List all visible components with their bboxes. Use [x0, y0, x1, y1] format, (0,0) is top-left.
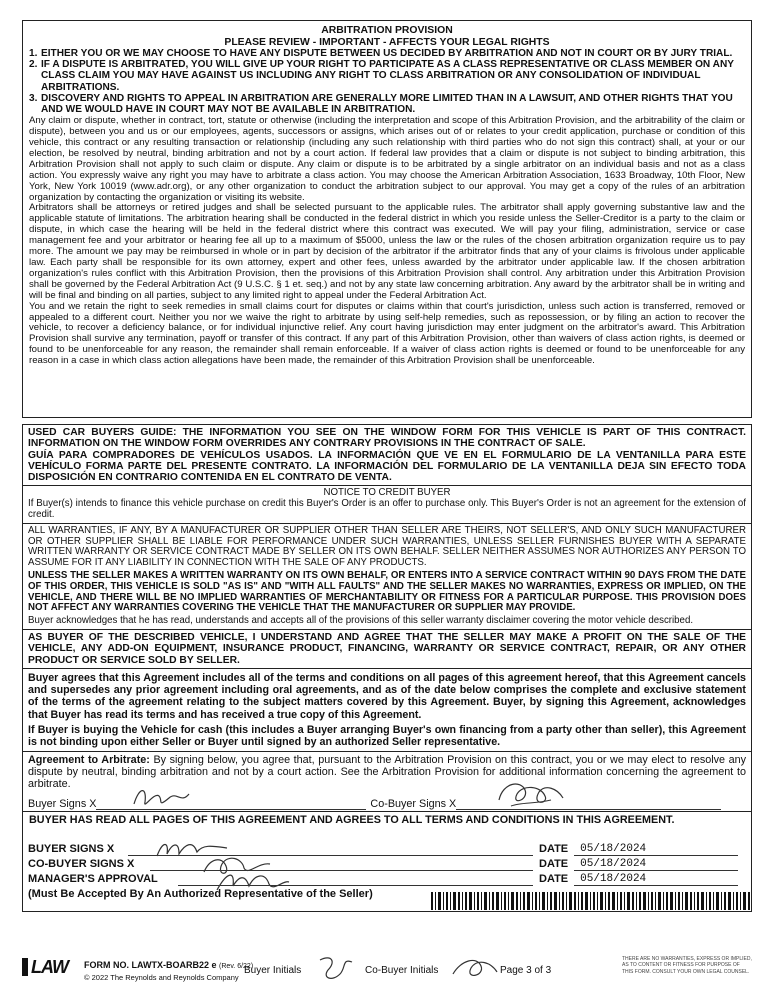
- contract-page: [22, 20, 752, 912]
- form-disclaimer: THERE ARE NO WARRANTIES, EXPRESS OR IMPLIED, AS TO CONTENT OR FITNESS FOR PURPOSE OF THIS FORM. CONSULT YOUR OWN LEGAL COUNSEL.: [622, 956, 752, 975]
- warranty-paragraph: ALL WARRANTIES, IF ANY, BY A MANUFACTURER OR SUPPLIER OTHER THAN SELLER ARE THEIRS, NOT SELLER'S, AND ONLY SUCH MANUFACTURER OR OTHER SUPPLIER SHALL BE LIABLE FOR PERFORMANCE UNDER SUCH WARRANTIES, UNLESS SELLER FURNISHES BUYER WITH A SEPARATE WRITTEN WARRANTY OR SERVICE CONTRACT MADE BY SELLER ON ITS OWN BEHALF. SELLER NEITHER ASSUMES NOR AUTHORIZES ANY PERSON TO ASSUME FOR IT ANY LIABILITY IN CONNECTION WITH THE SALE OF ANY PRODUCTS.: [28, 524, 746, 569]
- cobuyer-date-field[interactable]: 05/18/2024: [574, 857, 738, 871]
- warranty-acknowledgement: Buyer acknowledges that he has read, understands and accepts all of the provisions of this seller warranty disclaimer covering the motor vehicle described.: [28, 615, 694, 627]
- form-number-suffix: e: [211, 960, 217, 970]
- buyers-guide-notice: [22, 424, 752, 486]
- cobuyer-initials-scribble: [447, 952, 502, 986]
- cobuyer-signs-label: Co-Buyer Signs X: [370, 798, 457, 811]
- must-be-accepted-note: (Must Be Accepted By An Authorized Representative of the Seller): [28, 888, 373, 901]
- final-cobuyer-signs-label: CO-BUYER SIGNS X: [28, 858, 135, 871]
- cobuyer-signature-scribble: [491, 776, 571, 812]
- law-logo: LAW: [22, 958, 68, 976]
- arbitration-item: 3. DISCOVERY AND RIGHTS TO APPEAL IN ARBITRATION ARE GENERALLY MORE LIMITED THAN IN A LAWSUIT, AND OTHER RIGHTS THAT YOU AND WE WOULD HAVE IN COURT MAY NOT BE AVAILABLE IN ARBITRATION.: [29, 92, 733, 116]
- buyer-initials-scribble: [312, 952, 362, 986]
- manager-signature-scribble: [213, 866, 293, 896]
- barcode: [431, 892, 751, 910]
- agreement-paragraph: Buyer agrees that this Agreement includes all of the terms and conditions on all pages of this agreement hereof, that this Agreement cancels and supersedes any prior agreement including oral agreements, and as of the date below comprises the complete and exclusive statement of the terms of the agreement relating to the subject matters covered by this Agreement. Buyer, by signing this Agreement, acknowledges that Buyer has read its terms and has received a true copy of this Agreement.: [28, 671, 746, 721]
- agree-arbitrate-label: Agreement to Arbitrate:: [28, 754, 150, 767]
- date-label: DATE: [539, 843, 569, 856]
- arbitration-title: ARBITRATION PROVISION: [321, 25, 453, 36]
- cobuyer-initials-label: Co-Buyer Initials: [365, 965, 439, 976]
- agree-arbitrate-text: By signing below, you agree that, pursuant to the Arbitration Provision on this contract, you or we may elect to resolve any dispute by neutral, binding arbitration and not by a court action. See the Arbitration Provision for additional information concerning the agreement to arbitrate.: [28, 754, 747, 791]
- manager-date-field[interactable]: 05/18/2024: [574, 872, 738, 886]
- buyers-guide-english: USED CAR BUYERS GUIDE: THE INFORMATION YOU SEE ON THE WINDOW FORM FOR THIS VEHICLE IS PART OF THIS CONTRACT. INFORMATION ON THE WINDOW FORM OVERRIDES ANY CONTRARY PROVISIONS IN THE CONTRACT OF SALE.: [28, 427, 746, 450]
- buyer-initials-label: Buyer Initials: [244, 965, 302, 976]
- arbitration-paragraph: Any claim or dispute, whether in contract, tort, statute or otherwise (including the interpretation and scope of this Arbitration Provision, and the arbitrability of the claim or dispute), between you and us or our employees, agents, successors or assigns, which arises out of or relates to your credit application, purchase or condition of this vehicle, this contract or any resulting transaction or relationship (including any such relationship with third parties who do not sign this contract) shall, at your or our election, be resolved by neutral, binding arbitration and not by a court action. If federal law provides that a claim or dispute is not subject to binding arbitration, this Arbitration Provision shall not apply to such claim or dispute. Any claim or dispute is to be arbitrated by a single arbitrator on an individual basis and not as a class action. You expressly waive any right you may have to arbitrate a class action. You may choose the American Arbitration Association, 1633 Broadway, 10th Floor, New York, New York 10019 (www.adr.org), or any other organization to conduct the arbitration subject to our approval. You may get a copy of the rules of an arbitration organization by contacting the organization or visiting its website.: [29, 115, 745, 203]
- form-number: FORM NO. LAWTX-BOARB22: [84, 960, 209, 970]
- final-buyer-signs-label: BUYER SIGNS X: [28, 843, 115, 856]
- arbitration-provision: [22, 20, 752, 418]
- arbitration-item: 1. EITHER YOU OR WE MAY CHOOSE TO HAVE ANY DISPUTE BETWEEN US DECIDED BY ARBITRATION AND NOT IN COURT OR BY JURY TRIAL.: [29, 48, 733, 59]
- manager-approval-label: MANAGER'S APPROVAL: [28, 873, 158, 886]
- final-heading: BUYER HAS READ ALL PAGES OF THIS AGREEMENT AND AGREES TO ALL TERMS AND CONDITIONS IN THIS AGREEMENT.: [29, 814, 675, 827]
- buyer-signature-scribble: [129, 782, 199, 812]
- date-label: DATE: [539, 858, 569, 871]
- page-footer: [22, 952, 752, 992]
- agreement-to-arbitrate: [22, 752, 752, 812]
- arbitration-item: 2. IF A DISPUTE IS ARBITRATED, YOU WILL GIVE UP YOUR RIGHT TO PARTICIPATE AS A CLASS REPRESENTATIVE OR CLASS MEMBER ON ANY CLASS CLAIM YOU MAY HAVE AGAINST US INCLUDING ANY RIGHT TO CLASS ARBITRATION OR ANY CONSOLIDATION OF INDIVIDUAL ARBITRATIONS.: [29, 59, 734, 93]
- copyright: © 2022 The Reynolds and Reynolds Company: [84, 973, 239, 982]
- form-revision: (Rev. 6/22): [219, 963, 254, 970]
- buyers-guide-spanish: GUÍA PARA COMPRADORES DE VEHÍCULOS USADOS. LA INFORMACIÓN QUE VE EN EL FORMULARIO DE LA VENTANILLA PARA ESTE VEHÍCULO FORMA PARTE DEL PRESENTE CONTRATO. LA INFORMACIÓN DEL FORMULARIO DE LA VENTANILLA DEJA SIN EFECTO TODA DISPOSICIÓN EN CONTRARIO CONTENIDA EN EL CONTRATO DE VENTA.: [28, 449, 746, 484]
- profit-notice: AS BUYER OF THE DESCRIBED VEHICLE, I UNDERSTAND AND AGREE THAT THE SELLER MAY MAKE A PROFIT ON THE SALE OF THE VEHICLE, ANY ADD-ON EQUIPMENT, INSURANCE PRODUCT, FINANCING, WARRANTY OR SERVICE CONTRACT, REPAIR, OR ANY OTHER PRODUCT OR SERVICE SOLD BY SELLER.: [22, 630, 752, 669]
- credit-notice: [22, 486, 752, 523]
- credit-notice-title: NOTICE TO CREDIT BUYER: [323, 487, 451, 499]
- date-label: DATE: [539, 873, 569, 886]
- agreement-cash-paragraph: If Buyer is buying the Vehicle for cash (this includes a Buyer arranging Buyer's own financing from a party other than seller), this Agreement is not binding upon either Seller or Buyer until signed by an authorized Seller representative.: [28, 723, 746, 748]
- credit-notice-text: If Buyer(s) intends to finance this vehicle purchase on credit this Buyer's Order is an offer to purchase only. This Buyer's Order is not an agreement for the extension of credit.: [28, 498, 746, 521]
- warranty-disclaimer: [22, 524, 752, 630]
- agreement-terms: [22, 669, 752, 752]
- final-signatures: [22, 812, 752, 912]
- arbitration-paragraph: Arbitrators shall be attorneys or retired judges and shall be selected pursuant to the applicable rules. The arbitrator shall apply governing substantive law and the applicable statute of limitations. The arbitration hearing shall be conducted in the federal district in which you reside unless the Seller-Creditor is a party to the claim or dispute, in which case the hearing will be held in the federal district where this contract was executed. We will pay your filing, administration, service or case management fee and your arbitrator or hearing fee all up to a maximum of $5000, unless the law or the rules of the chosen arbitration organization require us to pay more. The amount we pay may be reimbursed in whole or in part by decision of the arbitrator if the arbitrator finds that any of your claims is frivolous under applicable law. Each party shall be responsible for its own attorney, expert and other fees, unless awarded by the arbitrator under applicable law. If the chosen arbitration organization's rules conflict with this Arbitration Provision, then the provisions of this Arbitration Provision shall control. Any arbitration under this Arbitration Provision shall be governed by the Federal Arbitration Act (9 U.S.C. § 1 et. seq.) and not by any state law concerning arbitration. Any award by the arbitrator shall be in writing and will be final and binding on all parties, subject to any limited right to appeal under the Federal Arbitration Act.: [29, 202, 745, 301]
- warranty-as-is: UNLESS THE SELLER MAKES A WRITTEN WARRANTY ON ITS OWN BEHALF, OR ENTERS INTO A SERVICE CONTRACT WITHIN 90 DAYS FROM THE DATE OF THIS ORDER, THIS VEHICLE IS SOLD "AS IS" AND "WITH ALL FAULTS" AND THE SELLER MAKES NO WARRANTIES, EXPRESS OR IMPLIED, ON THE VEHICLE, AND THERE WILL BE NO IMPLIED WARRANTIES OF MERCHANTABILITY OR FITNESS FOR A PARTICULAR PURPOSE. THIS PROVISION DOES NOT AFFECT ANY WARRANTIES COVERING THE VEHICLE THAT THE MANUFACTURER OR SUPPLIER MAY PROVIDE.: [28, 570, 746, 614]
- buyer-date-field[interactable]: 05/18/2024: [574, 842, 738, 856]
- arbitration-subtitle: PLEASE REVIEW - IMPORTANT - AFFECTS YOUR LEGAL RIGHTS: [224, 36, 550, 48]
- page-number: Page 3 of 3: [500, 965, 552, 976]
- buyer-signs-label: Buyer Signs X: [28, 798, 97, 811]
- arbitration-paragraph: You and we retain the right to seek remedies in small claims court for disputes or claims within that court's jurisdiction, unless such action is transferred, removed or appealed to a different court. Neither you nor we waive the right to arbitrate by using self-help remedies, such as repossession, or by filing an action to recover the vehicle, to recover a deficiency balance, or for individual injunctive relief. Any court having jurisdiction may enter judgment on the arbitrator's award. This Arbitration Provision shall survive any termination, payoff or transfer of this contract. If any part of this Arbitration Provision, other than waivers of class action rights, is deemed or found to be unenforceable for any reason, the remainder shall remain enforceable. If a waiver of class action rights is deemed or found to be unenforceable for any reason in a case in which class action allegations have been made, the remainder of this Arbitration Provision shall be unenforceable.: [29, 300, 745, 367]
